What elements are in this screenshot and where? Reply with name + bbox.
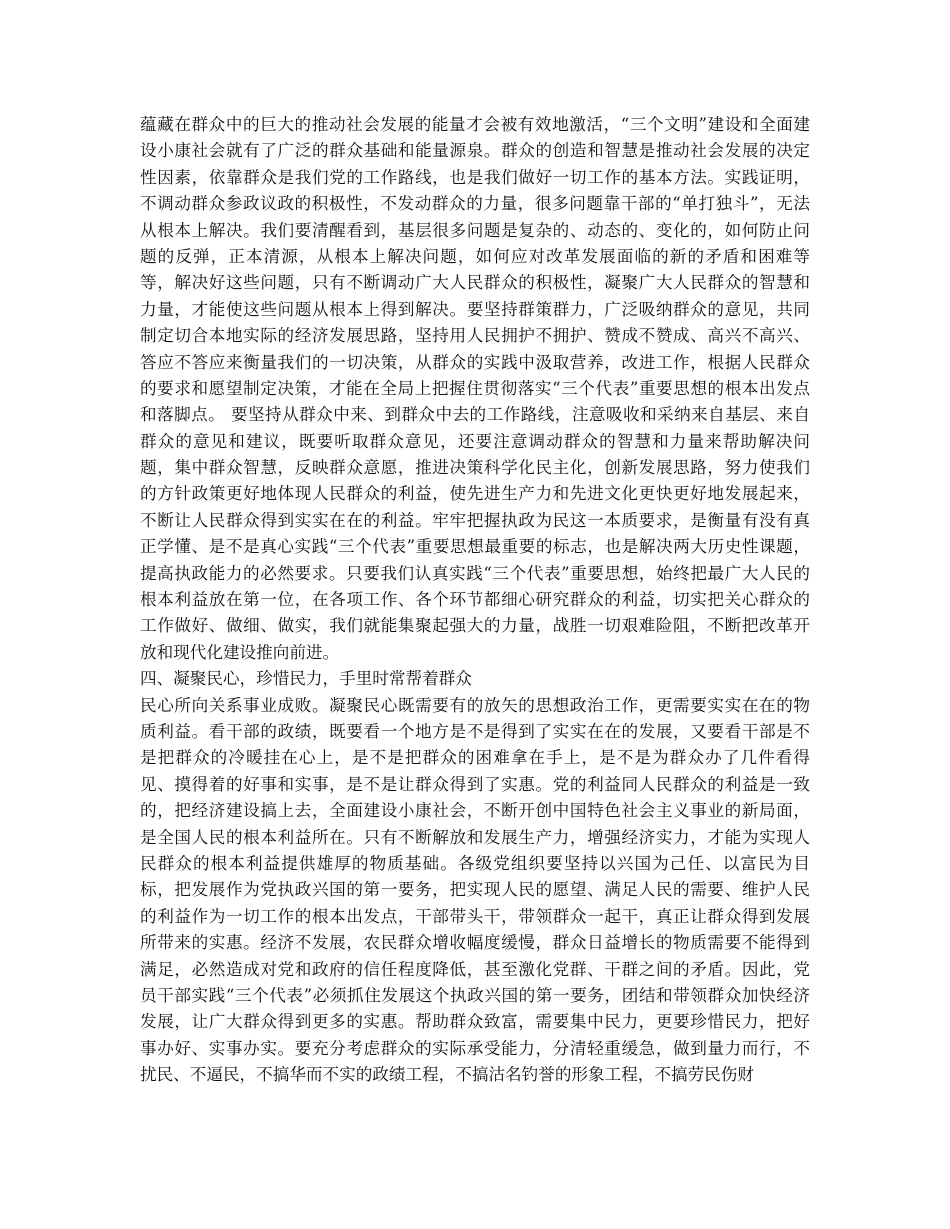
text-line: 是把群众的冷暖挂在心上，是不是把群众的困难拿在手上，是不是为群众办了几件看得 xyxy=(140,748,810,768)
text-line: 的，把经济建设搞上去，全面建设小康社会，不断开创中国特色社会主义事业的新局面， xyxy=(140,801,810,821)
text-line: 是全国人民的根本利益所在。只有不断解放和发展生产力，增强经济实力，才能为实现人 xyxy=(140,827,810,847)
text-line: 从根本上解决。我们要清醒看到，基层很多问题是复杂的、动态的、变化的，如何防止问 xyxy=(140,220,810,240)
text-line: 蕴藏在群众中的巨大的推动社会发展的能量才会被有效地激活，“三个文明”建设和全面建 xyxy=(140,115,810,134)
text-line: 提高执政能力的必然要求。只要我们认真实践“三个代表”重要思想，始终把最广大人民的 xyxy=(140,563,810,583)
text-line: 所带来的实惠。经济不发展，农民群众增收幅度缓慢，群众日益增长的物质需要不能得到 xyxy=(140,933,810,953)
paragraph-section-one xyxy=(140,112,810,666)
paragraph-section-four xyxy=(140,693,810,1089)
section-heading: 四、凝聚民心，珍惜民力，手里时常帮着群众 xyxy=(140,669,472,689)
text-line: 不断让人民群众得到实实在在的利益。牢牢把握执政为民这一本质要求，是衡量有没有真 xyxy=(140,510,810,530)
text-line: 的利益作为一切工作的根本出发点，干部带头干，带领群众一起干，真正让群众得到发展 xyxy=(140,906,810,926)
text-line: 的要求和愿望制定决策，才能在全局上把握住贯彻落实“三个代表”重要思想的根本出发点 xyxy=(140,378,810,398)
text-line: 制定切合本地实际的经济发展思路，坚持用人民拥护不拥护、赞成不赞成、高兴不高兴、 xyxy=(140,326,810,346)
text-line: 发展，让广大群众得到更多的实惠。帮助群众致富，需要集中民力，更要珍惜民力，把好 xyxy=(140,1012,810,1032)
text-line: 工作做好、做细、做实，我们就能集聚起强大的力量，战胜一切艰难险阻，不断把改革开 xyxy=(140,616,810,636)
text-line: 不调动群众参政议政的积极性，不发动群众的力量，很多问题靠干部的“单打独斗”，无法 xyxy=(140,194,810,214)
text-line: 题的反弹，正本清源，从根本上解决问题，如何应对改革发展面临的新的矛盾和困难等 xyxy=(140,246,810,266)
text-line: 力量，才能使这些问题从根本上得到解决。要坚持群策群力，广泛吸纳群众的意见，共同 xyxy=(140,299,810,319)
text-line: 民心所向关系事业成败。凝聚民心既需要有的放矢的思想政治工作，更需要实实在在的物 xyxy=(140,695,810,715)
text-line: 见、摸得着的好事和实事，是不是让群众得到了实惠。党的利益同人民群众的利益是一致 xyxy=(140,774,810,794)
text-line: 正学懂、是不是真心实践“三个代表”重要思想最重要的标志，也是解决两大历史性课题， xyxy=(140,537,810,557)
text-line: 满足，必然造成对党和政府的信任程度降低，甚至激化党群、干群之间的矛盾。因此，党 xyxy=(140,959,810,979)
text-line: 等，解决好这些问题，只有不断调动广大人民群众的积极性，凝聚广大人民群众的智慧和 xyxy=(140,273,810,293)
text-line: 答应不答应来衡量我们的一切决策，从群众的实践中汲取营养，改进工作，根据人民群众 xyxy=(140,352,810,372)
text-line: 和落脚点。 要坚持从群众中来、到群众中去的工作路线，注意吸收和采纳来自基层、来自 xyxy=(140,405,810,425)
document-page xyxy=(140,112,810,1088)
text-line: 事办好、实事办实。要充分考虑群众的实际承受能力，分清轻重缓急，做到量力而行，不 xyxy=(140,1038,810,1058)
text-line: 质利益。看干部的政绩，既要看一个地方是不是得到了实实在在的发展，又要看干部是不 xyxy=(140,721,810,741)
text-line: 放和现代化建设推向前进。 xyxy=(140,642,340,662)
text-line: 题，集中群众智慧，反映群众意愿，推进决策科学化民主化，创新发展思路，努力使我们 xyxy=(140,458,810,478)
text-line: 根本利益放在第一位，在各项工作、各个环节都细心研究群众的利益，切实把关心群众的 xyxy=(140,590,810,610)
text-line: 设小康社会就有了广泛的群众基础和能量源泉。群众的创造和智慧是推动社会发展的决定 xyxy=(140,141,810,161)
text-line: 扰民、不逼民，不搞华而不实的政绩工程，不搞沽名钓誉的形象工程，不搞劳民伤财 xyxy=(140,1065,754,1085)
text-line: 员干部实践“三个代表”必须抓住发展这个执政兴国的第一要务，团结和带领群众加快经济 xyxy=(140,985,810,1005)
text-line: 群众的意见和建议，既要听取群众意见，还要注意调动群众的智慧和力量来帮助解决问 xyxy=(140,431,810,451)
text-line: 的方针政策更好地体现人民群众的利益，使先进生产力和先进文化更快更好地发展起来， xyxy=(140,484,810,504)
text-line: 标，把发展作为党执政兴国的第一要务，把实现人民的愿望、满足人民的需要、维护人民 xyxy=(140,880,810,900)
text-line: 性因素，依靠群众是我们党的工作路线，也是我们做好一切工作的基本方法。实践证明， xyxy=(140,167,810,187)
text-line: 民群众的根本利益提供雄厚的物质基础。各级党组织要坚持以兴国为己任、以富民为目 xyxy=(140,853,810,873)
